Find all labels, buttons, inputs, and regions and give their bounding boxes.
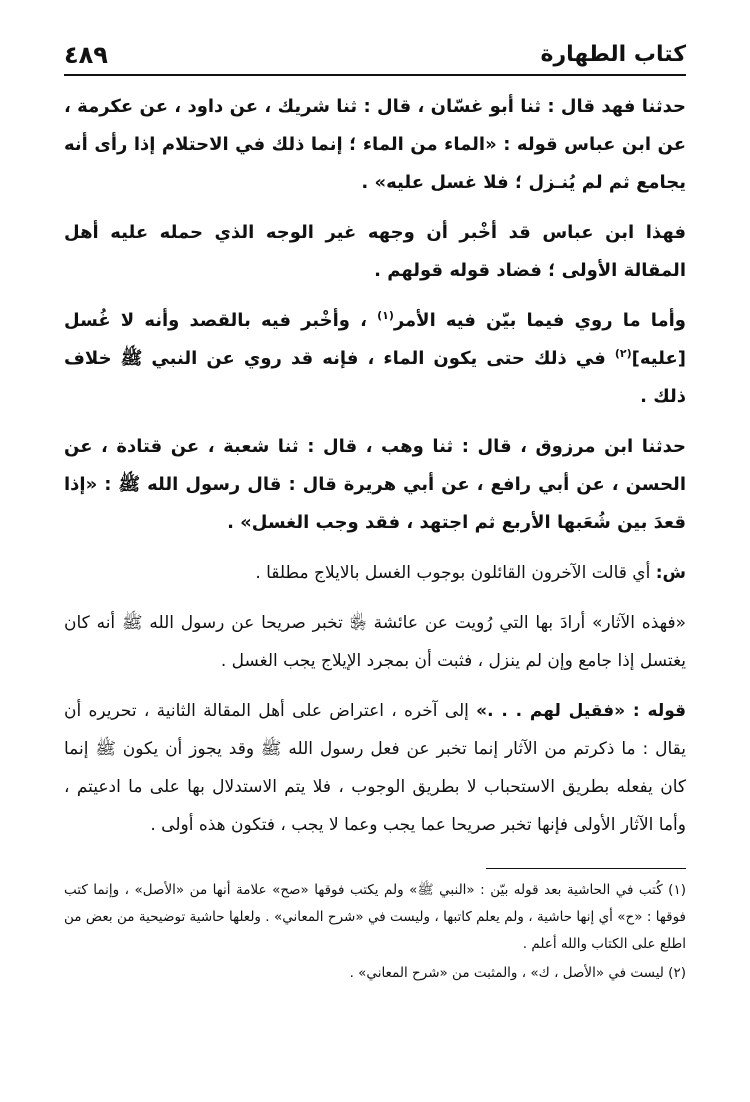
chapter-title: كتاب الطهارة [540,42,686,67]
page-header [64,30,686,76]
footnotes [64,877,686,987]
footnote-1: (١) كُتب في الحاشية بعد قوله بيّن : «النبي ﷺ» ولم يكتب فوقها «صح» علامة أنها من «الأصل» ، وإنما كتب فوقها : «ح» أي إنها حاشية ، ولم يعلم كاتبها ، وليست في «شرح المعاني» . ولعلها حاشية توضيحية من بعض من اطلع على الكتاب والله أعلم . [64,882,686,952]
commentary-paragraph-2 [64,302,686,416]
paragraph-text-part: ، وأخْبر فيه بالقصد وأنه لا غُسل [عليه] [64,310,686,369]
paragraph-text: أي قالت الآخرون القائلون بوجوب الغسل بالايلاج مطلقا . [255,563,656,583]
footnote-ref-2: (٢) [614,347,632,360]
footnote-divider [486,868,686,869]
sharh-marker: ش: [655,563,686,583]
sharh-paragraph-2: «فهذه الآثار» أرادَ بها التي رُويت عن عائشة ﵂ تخبر صريحا عن رسول الله ﷺ أنه كان يغتسل إذا جامع وإن لم ينزل ، فثبت أن بمجرد الإيلاج يجب الغسل . [64,613,686,671]
hadith-paragraph-1: حدثنا فهد قال : ثنا أبو غسّان ، قال : ثنا شريك ، عن داود ، عن عكرمة ، عن ابن عباس قوله : «الماء من الماء ؛ إنما ذلك في الاحتلام إذا رأى أنه يجامع ثم لم يُنـزل ؛ فلا غسل عليه» . [64,96,686,193]
main-text [64,88,686,844]
footnote-ref-1: (١) [377,309,394,322]
commentary-paragraph-1: فهذا ابن عباس قد أخْبر أن وجهه غير الوجه الذي حمله عليه أهل المقالة الأولى ؛ فضاد قوله قولهم . [64,222,686,281]
page-number: ٤٨٩ [64,41,108,69]
sharh-paragraph-1 [64,554,686,592]
paragraph-text-part: في ذلك حتى يكون الماء ، فإنه قد روي عن النبي ﷺ خلاف ذلك . [64,348,686,407]
quote-lead: قوله : «فقيل لهم . . .» [476,701,687,721]
hadith-paragraph-2: حدثنا ابن مرزوق ، قال : ثنا وهب ، قال : ثنا شعبة ، عن قتادة ، عن الحسن ، عن أبي رافع ، عن أبي هريرة قال : قال رسول الله ﷺ : «إذا قعدَ بين شُعَبها الأربع ثم اجتهد ، فقد وجب الغسل» . [64,436,686,533]
paragraph-text-part: وأما ما روي فيما بيّن فيه الأمر [393,310,686,331]
sharh-paragraph-3 [64,692,686,844]
book-page [64,30,686,989]
paragraph-text: إلى آخره ، اعتراض على أهل المقالة الثانية ، تحريره أن يقال : ما ذكرتم من الآثار إنما تخبر عن فعل رسول الله ﷺ وقد يجوز أن يكون ﷺ إنما كان يفعله بطريق الاستحباب لا بطريق الوجوب ، فلا يتم الاستدلال بها على ما ادعيتم ، وأما الآثار الأولى فإنها تخبر صريحا عما يجب وعما لا يجب ، فتكون هذه أولى . [64,701,686,835]
footnote-2: (٢) ليست في «الأصل ، ك» ، والمثبت من «شرح المعاني» . [349,965,686,981]
